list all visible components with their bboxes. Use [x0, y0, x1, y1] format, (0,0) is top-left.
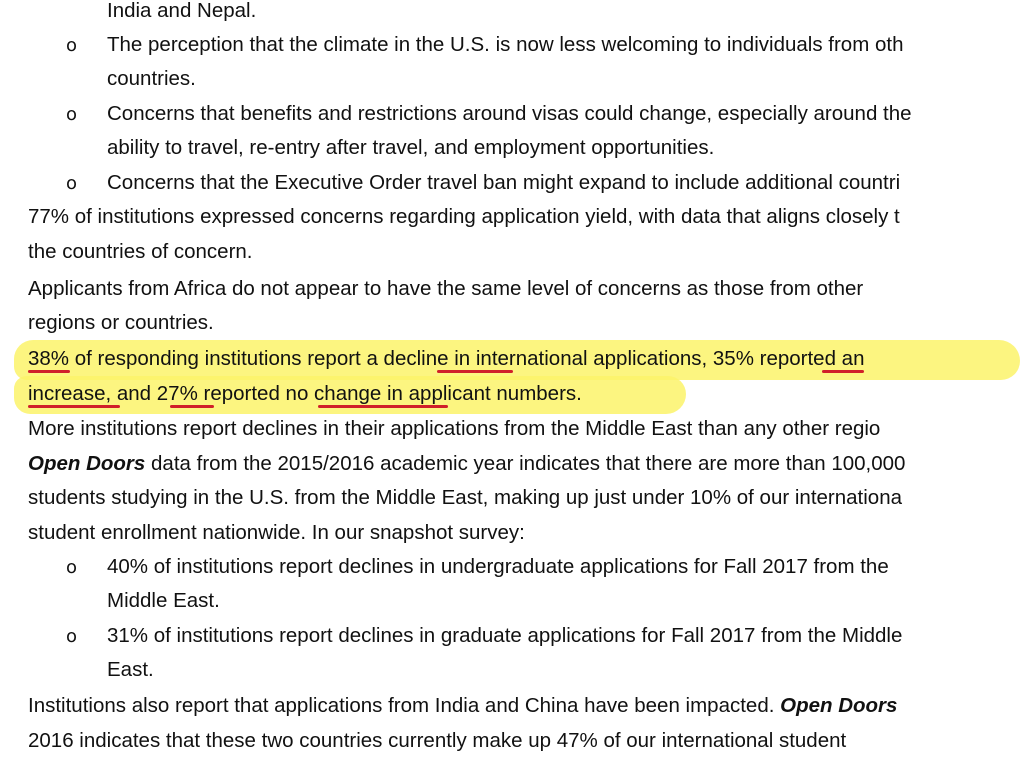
bullet-marker: o — [66, 557, 78, 578]
text-line: the countries of concern. — [28, 240, 253, 263]
open-doors-title: Open Doors — [780, 694, 898, 717]
text-line: India and Nepal. — [107, 0, 257, 22]
underline-mark — [318, 405, 448, 408]
bullet-item: o Concerns that the Executive Order travel ban might expand to include additional countri — [0, 166, 1024, 200]
bullet-item: o 40% of institutions report declines in undergraduate applications for Fall 2017 from the — [0, 550, 1024, 584]
bullet-marker: o — [66, 104, 78, 125]
bullet-marker: o — [66, 35, 78, 56]
underline-mark — [28, 405, 120, 408]
open-doors-title: Open Doors — [28, 452, 146, 475]
text-line: Institutions also report that applications from India and China have been impacted. Open Doors — [28, 694, 898, 717]
text-line: Open Doors data from the 2015/2016 academic year indicates that there are more than 100,000 — [28, 452, 906, 475]
highlighted-line: 38% of responding institutions report a decline in international applications, 35% reported an — [28, 347, 865, 370]
text-line: 2016 indicates that these two countries currently make up 47% of our international student — [28, 729, 847, 752]
text-line: regions or countries. — [28, 311, 214, 334]
text-line: 77% of institutions expressed concerns regarding application yield, with data that aligns closely t — [28, 205, 900, 228]
highlighted-line: increase, and 27% reported no change in applicant numbers. — [28, 382, 582, 405]
text-line: student enrollment nationwide. In our snapshot survey: — [28, 521, 525, 544]
bullet-item: o 31% of institutions report declines in graduate applications for Fall 2017 from the Middle — [0, 619, 1024, 653]
text-line: Middle East. — [107, 589, 220, 612]
bullet-item: o Concerns that benefits and restrictions around visas could change, especially around the — [0, 97, 1024, 131]
text-line: East. — [107, 658, 154, 681]
text-line: More institutions report declines in their applications from the Middle East than any other regio — [28, 417, 881, 440]
bullet-item: o The perception that the climate in the U.S. is now less welcoming to individuals from oth — [0, 28, 1024, 62]
text-line: countries. — [107, 67, 196, 90]
bullet-marker: o — [66, 626, 78, 647]
underline-mark — [28, 370, 70, 373]
bullet-marker: o — [66, 173, 78, 194]
text-line: ability to travel, re-entry after travel, and employment opportunities. — [107, 136, 715, 159]
text-line: students studying in the U.S. from the Middle East, making up just under 10% of our internationa — [28, 486, 903, 509]
text-line: Applicants from Africa do not appear to have the same level of concerns as those from other — [28, 277, 864, 300]
underline-mark — [170, 405, 214, 408]
underline-mark — [437, 370, 513, 373]
underline-mark — [822, 370, 864, 373]
